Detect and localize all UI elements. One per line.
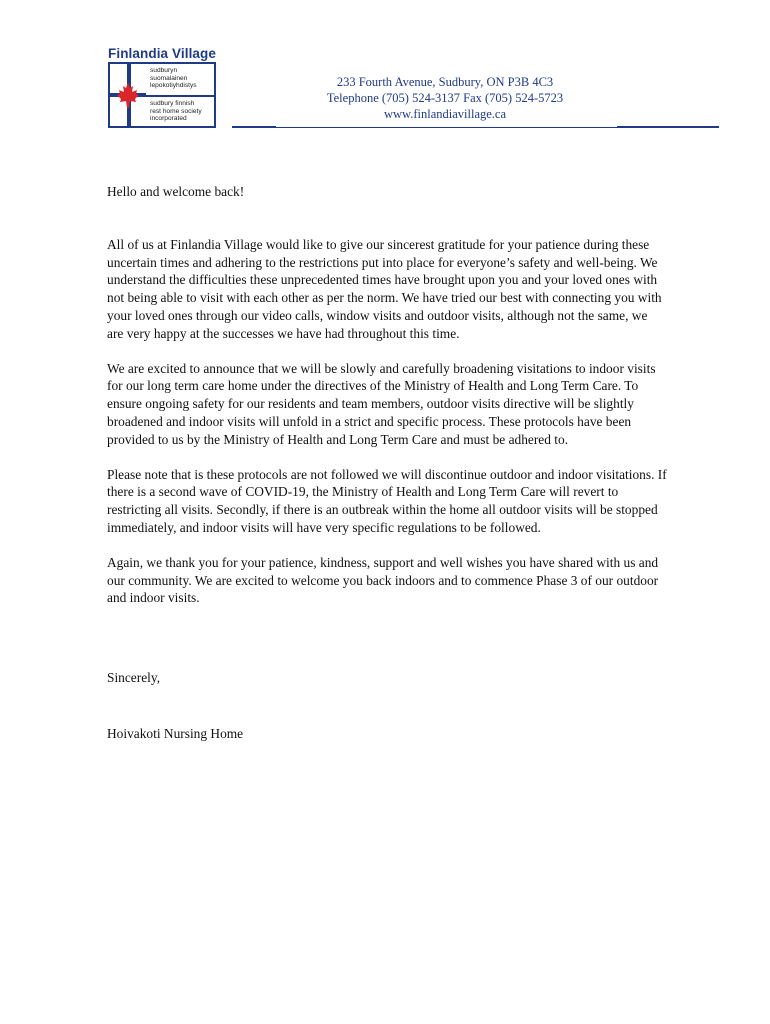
paragraph: All of us at Finlandia Village would like to give our sincerest gratitude for your patience during these uncertain times and adhering to the restrictions put into place for everyone’s safety and well-being. We understand the difficulties these unprecedented times have brought upon you and your loved ones with not being able to visit with each other as per the norm. We have tried our best with connecting you with your loved ones through our video calls, window visits and outdoor visits, although not the same, we are very happy at the successes we have had throughout this time. xyxy=(107,236,662,341)
letterhead-rule-accent-right xyxy=(617,126,719,128)
paragraph: Please note that is these protocols are not followed we will discontinue outdoor and indoor visitations. If there is a second wave of COVID-19, the Ministry of Health and Long Term Care will revert to restricting all visits. Secondly, if there is an outbreak within the home all outdoor visits will be stopped immediately, and indoor visits will have very specific regulations to be followed. xyxy=(107,466,667,535)
logo-title: Finlandia Village xyxy=(108,46,216,61)
maple-leaf-flag-icon xyxy=(110,64,146,126)
logo-english-name: sudbury finnish rest home society incorporated xyxy=(150,100,202,123)
phone-fax: Telephone (705) 524-3137 Fax (705) 524-5723 xyxy=(326,91,564,105)
logo-box xyxy=(108,62,216,128)
logo-divider xyxy=(146,95,214,97)
greeting: Hello and welcome back! xyxy=(107,184,245,199)
letter-body xyxy=(107,183,667,760)
closing: Sincerely, xyxy=(107,670,161,686)
letterhead-rule-accent-left xyxy=(232,126,276,128)
organization-logo xyxy=(108,46,216,128)
signature: Hoivakoti Nursing Home xyxy=(107,725,244,741)
paragraph: We are excited to announce that we will be slowly and carefully broadening visitations to indoor visits for our long term care home under the directives of the Ministry of Health and Long Term Care. To ensure ongoing safety for our residents and team members, outdoor visits directive will be slightly broadened and indoor visits will unfold in a strict and specific process. These protocols have been provided to us by the Ministry of Health and Long Term Care and must be adhered to. xyxy=(107,360,656,447)
paragraph: Again, we thank you for your patience, kindness, support and well wishes you have shared with us and our community. We are excited to welcome you back indoors and to commence Phase 3 of our outdoor and indoor visits. xyxy=(107,554,659,606)
logo-finnish-name: sudburyn suomalainen lepokotiyhdistys xyxy=(150,67,197,90)
letterhead-address-block xyxy=(280,74,610,122)
website-link[interactable]: www.finlandiavillage.ca xyxy=(383,107,507,121)
street-address: 233 Fourth Avenue, Sudbury, ON P3B 4C3 xyxy=(336,75,554,89)
